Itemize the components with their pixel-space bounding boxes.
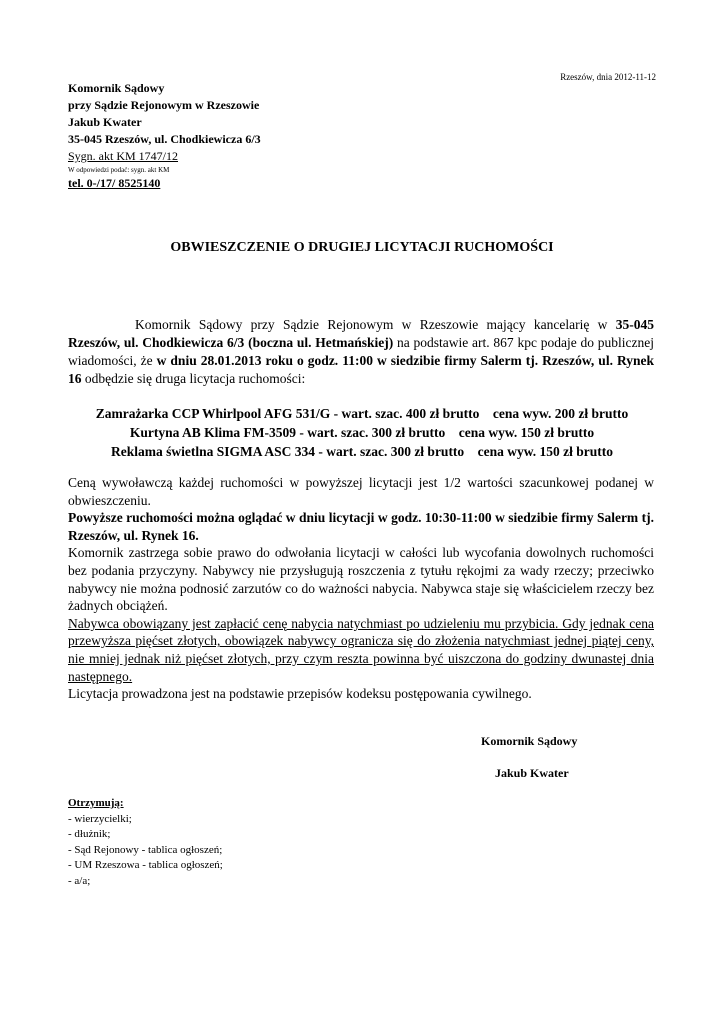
- signature-name: Jakub Kwater: [495, 766, 569, 780]
- auction-item: Kurtyna AB Klima FM-3509 - wart. szac. 300 zł brutto cena wyw. 150 zł brutto: [129, 425, 595, 440]
- intro-paragraph: [68, 316, 654, 388]
- intro-text-1: Komornik Sądowy przy Sądzie Rejonowym w Rzeszowie mający kancelarię w: [135, 317, 616, 332]
- viewing-paragraph: Powyższe ruchomości można oglądać w dniu licytacji w godz. 10:30-11:00 w siedzibie firmy Salerm tj. Rzeszów, ul. Rynek 16.: [68, 510, 654, 543]
- legal-basis-paragraph: Licytacja prowadzona jest na podstawie przepisów kodeksu postępowania cywilnego.: [68, 686, 532, 702]
- sender-title: Komornik Sądowy: [68, 81, 165, 95]
- intro-text-3: odbędzie się druga licytacja ruchomości:: [81, 371, 306, 386]
- recipient-item: - Sąd Rejonowy - tablica ogłoszeń;: [68, 843, 223, 856]
- place-date: Rzeszów, dnia 2012-11-12: [560, 72, 656, 82]
- auction-items: [0, 404, 724, 461]
- recipient-item: - a/a;: [68, 874, 91, 887]
- recipient-item: - dłużnik;: [68, 828, 111, 840]
- terms-body: [68, 474, 654, 703]
- intro-text-2: na podstawie art. 867 kpc podaje do publicznej wiadomości, że: [68, 335, 654, 368]
- recipients-block: [68, 796, 223, 889]
- sender-address: 35-045 Rzeszów, ul. Chodkiewicza 6/3: [68, 132, 261, 146]
- sender-name: Jakub Kwater: [68, 115, 142, 129]
- document-title: OBWIESZCZENIE O DRUGIEJ LICYTACJI RUCHOMOŚCI: [170, 240, 554, 255]
- recipient-item: - wierzycielki;: [68, 812, 132, 825]
- phone-number: tel. 0-/17/ 8525140: [68, 176, 161, 190]
- reservation-paragraph: Komornik zastrzega sobie prawo do odwołania licytacji w całości lub wycofania dowolnych ruchomości bez podania przyczyny. Nabywcy nie przysługują roszczenia z tytułu rękojmi za wady rzeczy; przeciwko nabywcy nie można podnosić zarzutów co do ważności nabycia. Nabywca staje się właścicielem rzeczy bez żadnych obciążeń.: [68, 545, 654, 614]
- sender-court: przy Sądzie Rejonowym w Rzeszowie: [68, 98, 260, 112]
- signature-role: Komornik Sądowy: [481, 734, 578, 748]
- sender-block: [68, 80, 261, 192]
- payment-paragraph: Nabywca obowiązany jest zapłacić cenę nabycia natychmiast po udzieleniu mu przybicia. Gdy jednak cena przewyższa pięćset złotych, obowiązek nabywcy ogranicza się do złożenia natychmiast jednej piątej ceny, nie mniej jednak niż pięćset złotych, przy czym reszta powinna być uiszczona do godziny dwunastej dnia następnego.: [68, 615, 654, 684]
- reply-note: W odpowiedzi podać: sygn. akt KM: [68, 166, 170, 174]
- case-reference: Sygn. akt KM 1747/12: [68, 149, 179, 163]
- auction-item: Reklama świetlna SIGMA ASC 334 - wart. szac. 300 zł brutto cena wyw. 150 zł brutto: [110, 444, 614, 459]
- recipients-heading: Otrzymują:: [68, 797, 124, 809]
- intro-date-place: w dniu 28.01.2013 roku o godz. 11:00 w siedzibie firmy Salerm tj. Rzeszów, ul. Rynek 16: [68, 353, 654, 386]
- starting-price-paragraph: Ceną wywoławczą każdej ruchomości w powyższej licytacji jest 1/2 wartości szacunkowej podanej w obwieszczeniu.: [68, 475, 654, 508]
- auction-item: Zamrażarka CCP Whirlpool AFG 531/G - wart. szac. 400 zł brutto cena wyw. 200 zł brutto: [95, 406, 629, 421]
- recipient-item: - UM Rzeszowa - tablica ogłoszeń;: [68, 859, 223, 871]
- intro-address: 35-045 Rzeszów, ul. Chodkiewicza 6/3 (boczna ul. Hetmańskiej): [68, 317, 654, 350]
